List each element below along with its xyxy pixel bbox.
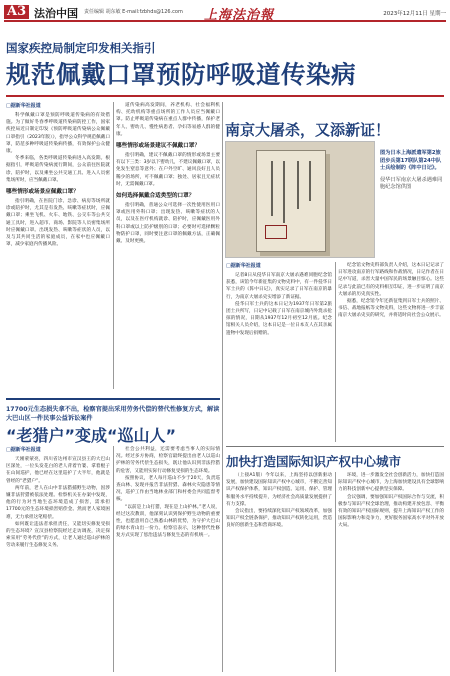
lead-subhead: 如何选择佩戴合适类型的口罩？ xyxy=(116,193,195,200)
story3-paragraph: 会议强调，要加强知识产权国际合作与交流，积极参与知识产权全球治理，推动构建开放包容、平衡有效的知识产权国际规则，提升上海知识产权工作的国际影响力和竞争力，更好服务国家高水平对外开放大局。 xyxy=(338,494,444,529)
column-rule xyxy=(335,472,336,672)
lead-column-2 xyxy=(116,102,220,389)
lead-subhead: 哪些情形或场景建议不佩戴口罩？ xyxy=(116,143,200,150)
lead-paragraph: 冬季来临，各类呼吸道传染病进入高发期。根据指引，呼吸道传染病流行期间，公众前往医院就诊、陪护时，以及乘坐公共交通工具、进入人员密集场所时，应当佩戴口罩。 xyxy=(6,156,110,183)
story2-byline: □据新华社报道 xyxy=(6,447,41,453)
story2-paragraph: 社会公共利益，还需要考虑当事人的实际情况。经过多方协商，检察官最终提出由老人以巡山护林的劳务代偿生态损失，既让他认识到非法狩猎的危害，又能用实际行动修复受损的生态环境。 xyxy=(116,447,220,474)
feature-column-1 xyxy=(226,262,332,442)
story3-paragraph: 环境，进一步激发全社会创新活力，加快打造国际知识产权中心城市，为上海加快建设具有全球影响力的科技创新中心提供坚实保障。 xyxy=(338,473,444,493)
section-divider xyxy=(226,446,444,447)
caption-text: 图为日本上海派遣军第2旅团步兵第17联队第24中队士兵绘制的《阵中日记》。 xyxy=(380,150,442,172)
editor-info: 责任编辑 胡东敏 E-mail:fzbhds@126.com xyxy=(84,9,183,15)
lead-paragraph: 指引明确，在医院门诊、急诊、病房等场所就诊或陪护时，尤其是有发热、咳嗽等症状时，应佩戴口罩；乘坐飞机、火车、地铁、公交车等公共交通工具时，进入超市、商场、影院等人员密集场所时应佩戴口罩。出现发热、咳嗽等症状的人员，以及与其共同生活的家庭成员，在家中也应佩戴口罩，减少家庭内传播风险。 xyxy=(6,199,110,248)
newspaper-logo: 上海法治報 xyxy=(204,8,275,23)
lead-paragraph: 指引明确，建议不佩戴口罩的情形或场景主要有以下三类：3岁以下婴幼儿，不建议佩戴口罩，以免发生窒息等意外；在户外空旷、通风良好且人员稀少的场所，可不佩戴口罩；独处、居家且无症状时，无需佩戴口罩。 xyxy=(116,153,220,187)
feature-paragraph: 记者8日从侵华日军南京大屠杀遇难同胞纪念馆获悉，该馆今年新征集的文物史料中，有一件侵华日军士兵的《阵中日记》，真实记录了日军在南京的暴行，为南京大屠杀史实增添了新证据。 xyxy=(226,273,332,300)
story2-kicker: 17700元生态损失拿不出，检察官提出采用劳务代偿的替代性修复方式，解读大巴山区一件民事公益诉讼案件 xyxy=(6,406,220,422)
lead-subhead: 哪些情形或场景应佩戴口罩？ xyxy=(6,189,79,196)
column-rule xyxy=(335,262,336,442)
story3-column-1 xyxy=(226,472,332,672)
issue-date: 2023年12月11日 星期一 xyxy=(383,11,446,17)
diary-photo xyxy=(225,141,375,258)
story2-column-1 xyxy=(6,446,110,672)
story2-headline: “老猎户”变成“巡山人” xyxy=(6,426,177,445)
feature-title: 南京大屠杀，又添新证！ xyxy=(225,121,391,139)
lead-column-1 xyxy=(6,102,110,389)
lead-paragraph: 道传染病高发期间，养老机构、社会福利机构、托幼机构等重点场所的工作人员应当佩戴口罩。防止呼吸道传染病在重点人群中传播，保护老年人、婴幼儿、慢性病患者、孕妇等易感人群的健康。 xyxy=(116,103,220,137)
story2-paragraph: 天刚蒙蒙亮，四川省达州市宣汉县王的大巴山区深处，一位头发花白的老人背着竹篓、拿着棍子在山间巡护，他已经在这里巡护了大半年，他就是曾经的“老猎户”。 xyxy=(6,457,110,484)
column-rule xyxy=(113,102,114,389)
story3-column-2 xyxy=(338,472,444,672)
lead-byline: □据新华社报道 xyxy=(6,103,41,109)
lead-paragraph: 指引明确，普通公众可选择一次性使用医用口罩或医用外科口罩；出现发热、咳嗽等症状的人员，以及在医疗机构就诊、陪护时，应佩戴医用外科口罩或以上防护级别的口罩；必要时可选择颗粒物防护口罩，同时要注意口罩的佩戴方法，正确佩戴、及时更换。 xyxy=(116,203,220,245)
section-name: 法治中国 xyxy=(34,7,78,20)
story2-paragraph: 按照协议，老人每月巡山不少于20天，负责巡查山林、发现并报告非法狩猎、森林火灾隐患等情况，巡护工作由当地林业部门和村委会共同监督考核。 xyxy=(116,475,220,503)
diary-book-image xyxy=(256,150,326,252)
feature-byline: □据新华社报道 xyxy=(226,263,261,269)
story2-column-2 xyxy=(116,446,220,672)
page-center-rule xyxy=(222,102,223,672)
feature-paragraph: 侵华日军士兵的这本日记为1937年日军第2旅团士兵所写，日记中记载了日军在南京城内外烧杀抢掠的情况，日期从1937年12月初至12月底。纪念馆相关人员介绍，这本日记是一位日本友人在其亲属遗物中发现后捐赠的。 xyxy=(226,301,332,336)
lead-headline: 规范佩戴口罩预防呼吸道传染病 xyxy=(6,60,356,89)
page-number: A3 xyxy=(4,5,29,19)
caption-source: 侵华日军南京大屠杀遇难同胞纪念馆供图 xyxy=(380,176,443,191)
feature-paragraph: 纪念馆文物史料部负责人介绍，这本日记记录了日军进攻南京的行军路线和作战情况，日记作者在日记中写道，杀害大量中国军民的场景触目惊心。这些记录与此前已有的史料相互印证，进一步证明了南京大屠杀的历史真实性。 xyxy=(338,263,444,297)
lead-paragraph: 科学佩戴口罩是预防呼吸道传染病的有效措施。为了做好冬春季呼吸道传染病防控工作，国家疾控局近日制定印发《预防呼吸道传染病公众佩戴口罩指引（2023年版）》，指导公众科学规范佩戴口罩，防范多种呼吸道传染病传播，有效保护公众健康。 xyxy=(6,113,110,155)
headline-divider xyxy=(6,95,444,97)
story2-paragraph: 两年前，老人在山中非法猎捕野生动物，因涉嫌非法狩猎被依法处理。检察机关在办案中发现，他的行为对当地生态环境造成了损害，需承担17700元的生态环境损害赔偿金。然而老人家境困难，无力承担这笔赔偿。 xyxy=(6,485,110,520)
lead-kicker: 国家疾控局制定印发相关指引 xyxy=(6,41,156,55)
story3-paragraph: 会议指出，要持续深化知识产权领域改革，加强知识产权全链条保护，推动知识产权转化运用，营造良好的创新生态和营商环境。 xyxy=(226,509,332,529)
column-rule xyxy=(113,446,114,672)
section-divider xyxy=(6,398,220,400)
story2-paragraph: “以前是上山打猎，现在是上山护林。”老人说，经过这次教训，他深刻认识到保护野生动物的重要性，也愿意用自己熟悉山林的优势，为守护大巴山的绿水青山出一份力。检察官表示，这种替代性修复方式实现了惩治违法与修复生态的有机统一。 xyxy=(116,504,220,539)
story2-paragraph: 如何既让违法者承担责任，又能切实修复受损的生态环境？宣汉县检察院经过走访调查，决定探索采用“劳务代偿”的方式，让老人通过巡山护林的劳动来履行生态修复义务。 xyxy=(6,521,110,549)
photo-caption xyxy=(380,150,444,192)
masthead xyxy=(4,4,446,22)
story3-paragraph: （上接A1版）今年以来，上海坚持以创新驱动发展，加快建设国际知识产权中心城市，不断完善知识产权保护体系，知识产权创造、运用、保护、管理和服务水平持续提升，为经济社会高质量发展提供了有力支撑。 xyxy=(226,473,332,507)
story3-headline: 加快打造国际知识产权中心城市 xyxy=(226,454,402,469)
feature-paragraph: 据悉，纪念馆今年还新征集到日军士兵的照片、书信、战地报纸等文物史料，这些文物将进一步丰富南京大屠杀史实的研究，并将适时向社会公众展示。 xyxy=(338,299,444,319)
feature-column-2 xyxy=(338,262,444,442)
